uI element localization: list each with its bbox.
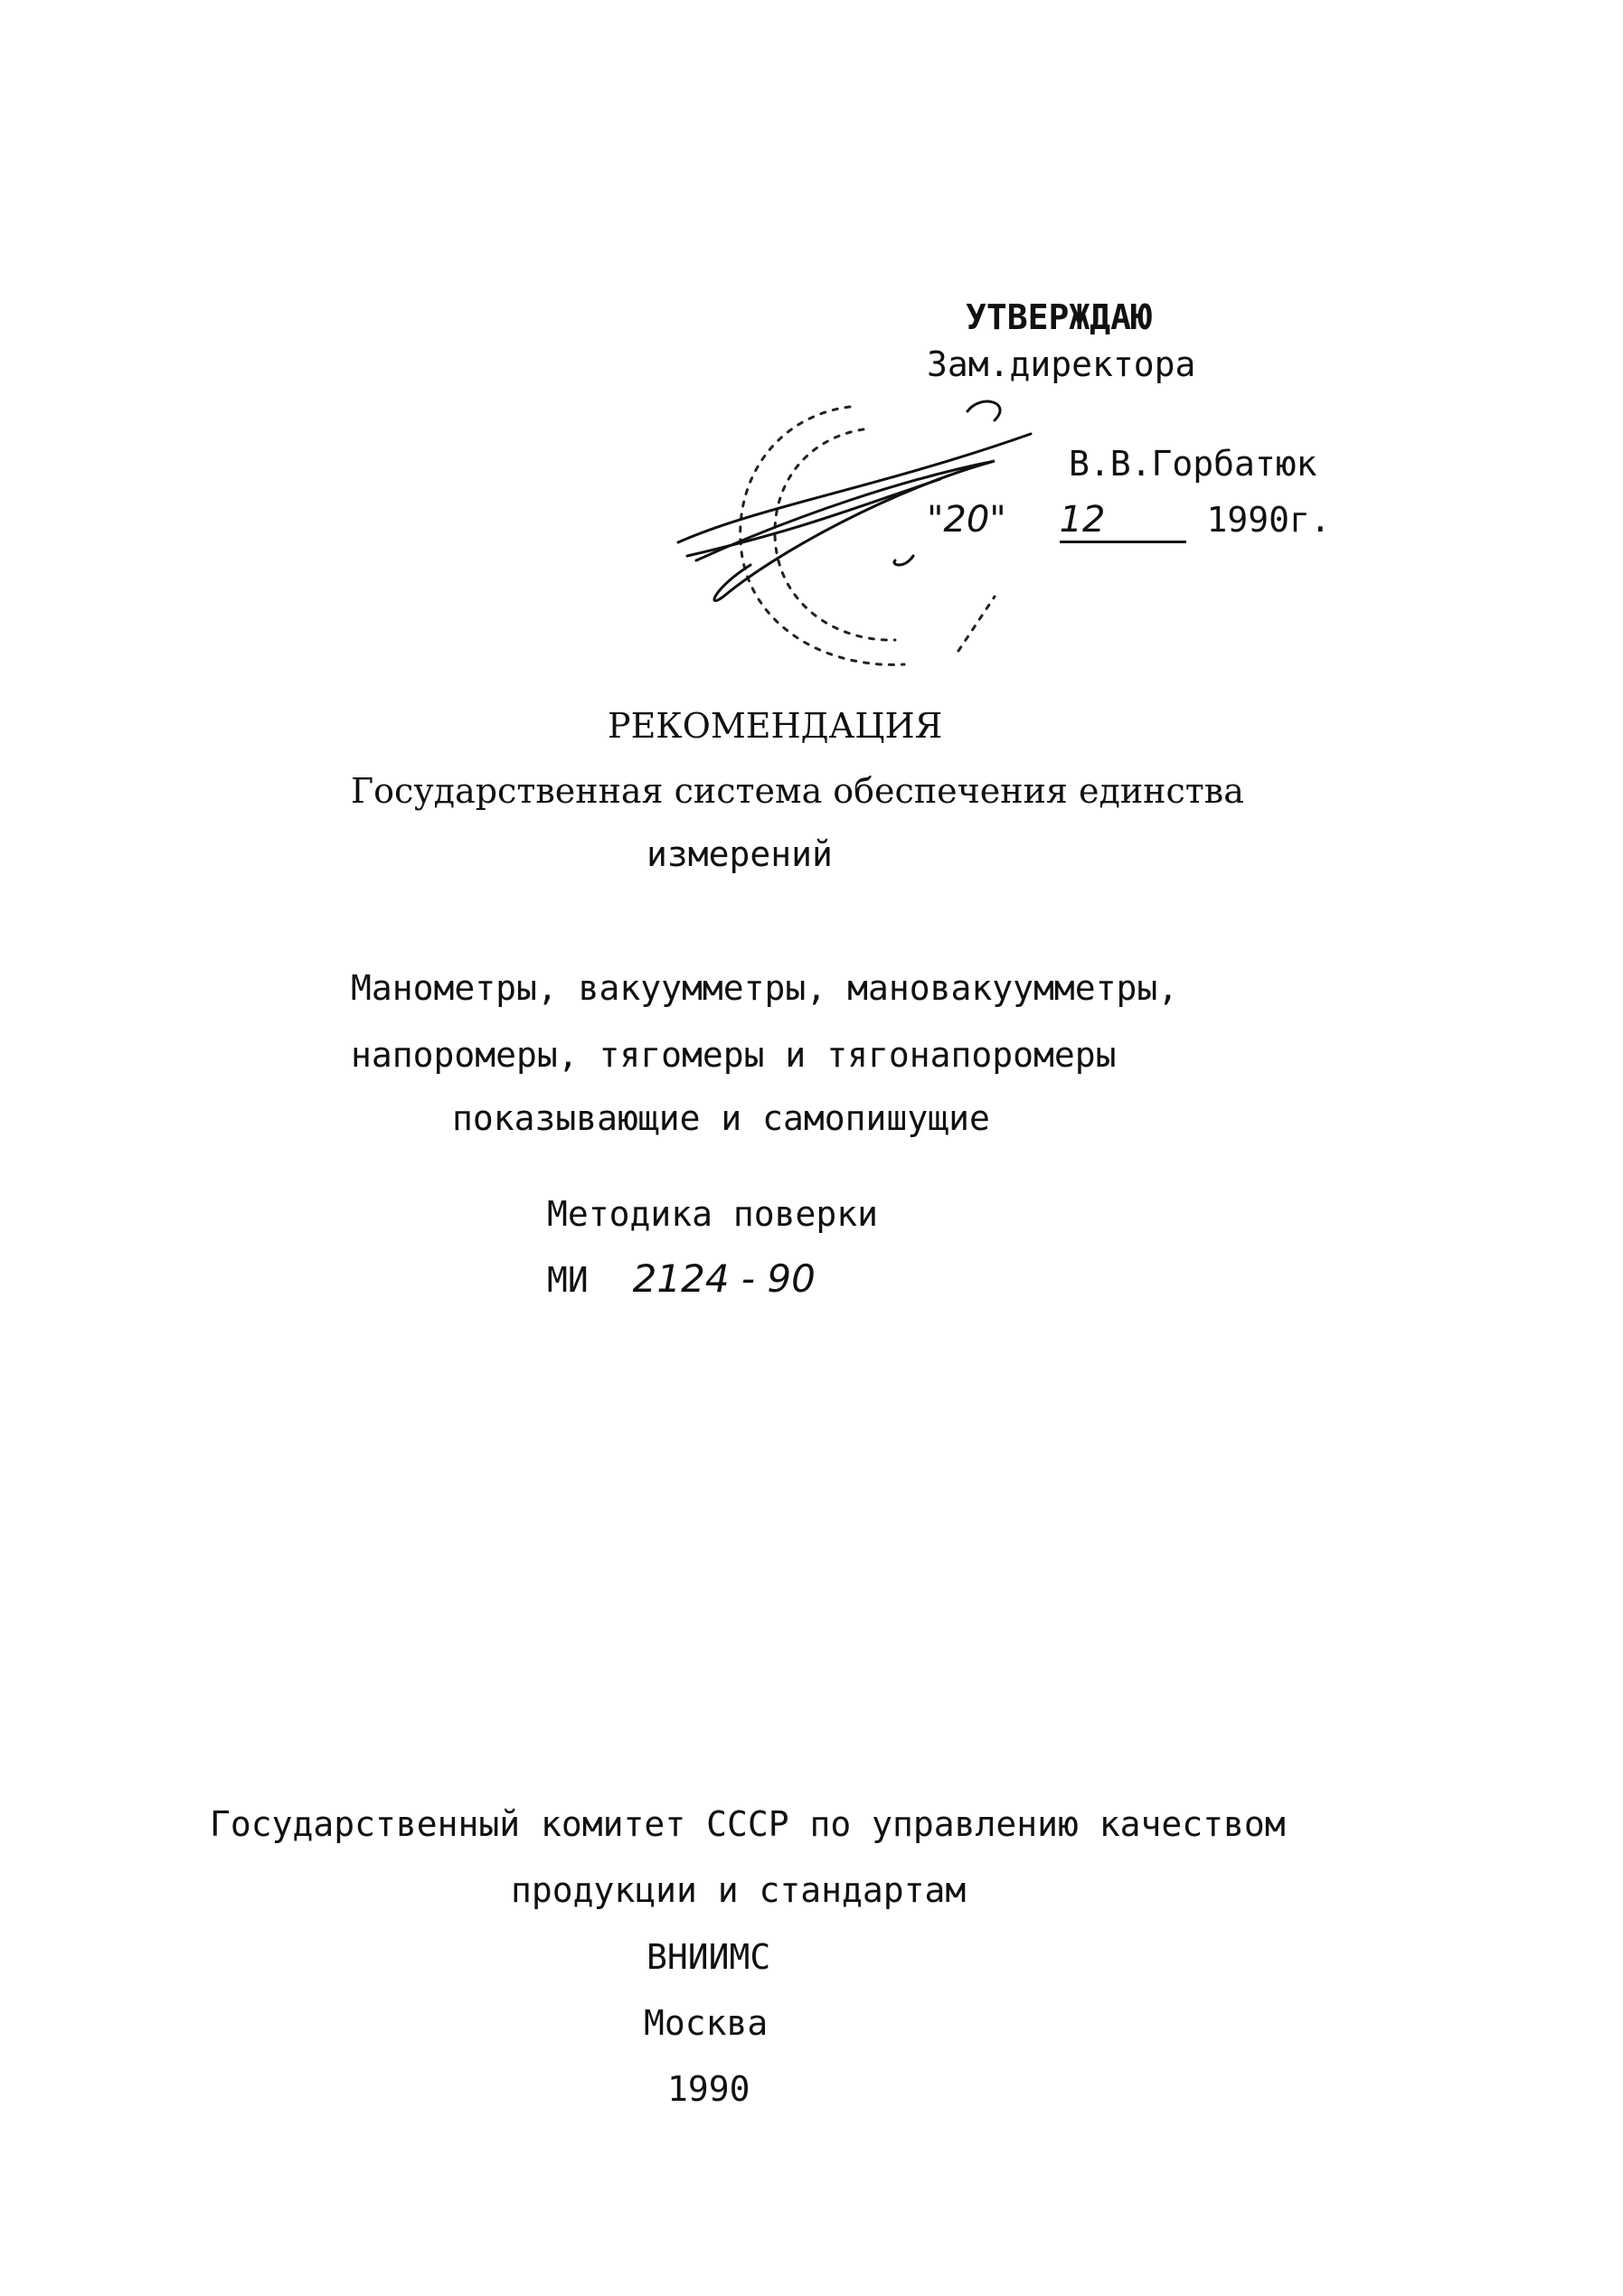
publisher-line2: продукции и стандартам bbox=[511, 1870, 967, 1910]
publisher-city: Москва bbox=[644, 2003, 769, 2043]
approval-date-day: "20" bbox=[927, 499, 1006, 541]
series-title-line1: Государственная система обеспечения единства bbox=[351, 771, 1244, 811]
document-code-prefix: МИ bbox=[547, 1260, 589, 1300]
document-title-line1: Манометры, вакуумметры, мановакуумметры, bbox=[351, 968, 1179, 1008]
document-title-line2: напоромеры, тягомеры и тягонапоромеры bbox=[351, 1035, 1117, 1075]
document-subtitle: Методика поверки bbox=[547, 1194, 879, 1234]
approval-date bbox=[927, 499, 1331, 543]
document-title-line3: показывающие и самопишущие bbox=[452, 1098, 990, 1138]
approval-name: В.В.Горбатюк bbox=[1069, 444, 1317, 484]
document-code bbox=[547, 1258, 816, 1301]
publisher-org: ВНИИМС bbox=[646, 1937, 771, 1977]
approval-position: Зам.директора bbox=[927, 344, 1196, 384]
publisher-year: 1990 bbox=[667, 2069, 750, 2109]
document-code-number: 2124 - 90 bbox=[632, 1256, 816, 1301]
document-type: РЕКОМЕНДАЦИЯ bbox=[608, 706, 943, 746]
publisher-line1: Государственный комитет СССР по управлению качеством bbox=[210, 1804, 1286, 1844]
series-title-line2: измерений bbox=[646, 834, 833, 874]
approval-heading: УТВЕРЖДАЮ bbox=[966, 297, 1152, 337]
approval-date-month: 12 bbox=[1060, 499, 1186, 543]
approval-date-year: 1990г. bbox=[1206, 500, 1331, 540]
stamp-signature-mark bbox=[669, 380, 1103, 714]
